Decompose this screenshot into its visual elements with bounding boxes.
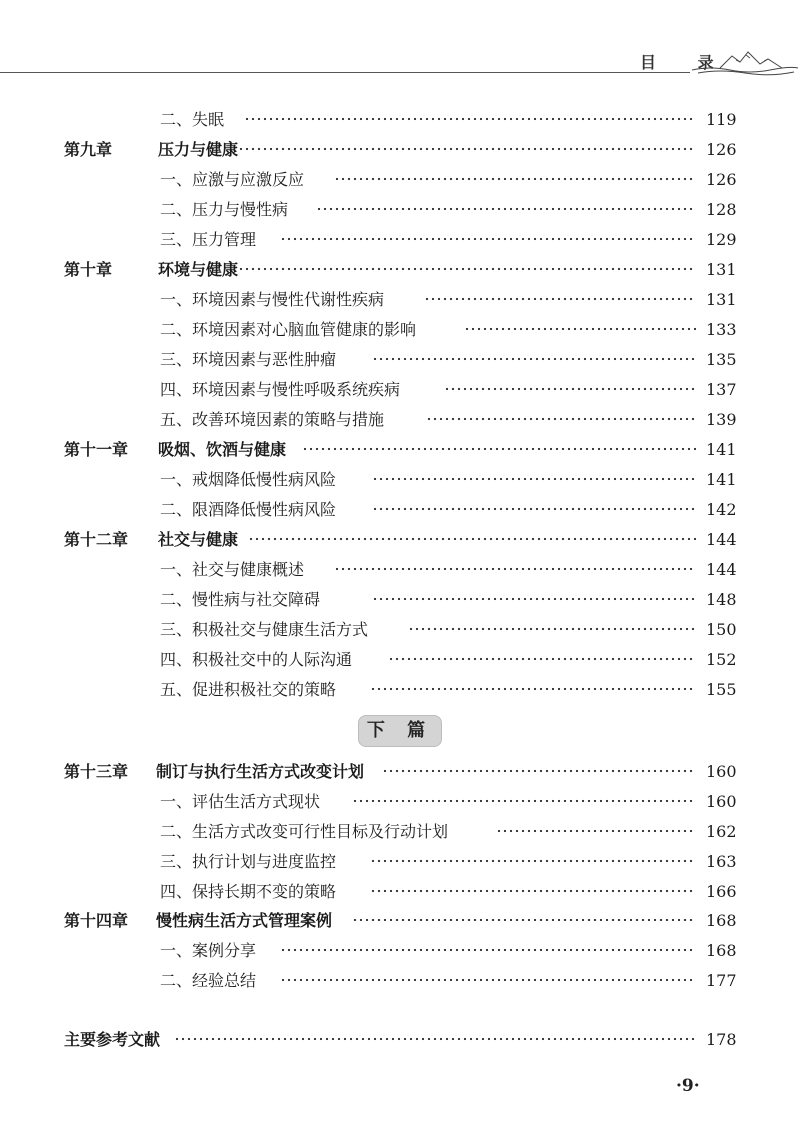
toc-leader-dots xyxy=(238,147,696,151)
toc-entry-label: 一、社交与健康概述 xyxy=(160,560,305,579)
toc-leader-dots xyxy=(238,267,696,271)
toc-chapter-label xyxy=(64,908,332,934)
toc-entry-label: 四、环境因素与慢性呼吸系统疾病 xyxy=(160,380,401,399)
toc-leader-dots xyxy=(408,627,696,631)
toc-leader-dots xyxy=(280,237,696,241)
toc-leader-dots xyxy=(334,177,696,181)
toc-leader-dots xyxy=(370,889,696,893)
toc-entry-page: 144 xyxy=(706,530,737,549)
toc-entry-label: 五、改善环境因素的策略与措施 xyxy=(160,410,385,429)
toc-chapter-title: 压力与健康 xyxy=(158,140,239,159)
toc-leader-dots xyxy=(174,1037,696,1041)
toc-chapter-number: 第十二章 xyxy=(64,530,129,549)
toc-chapter-title: 慢性病生活方式管理案例 xyxy=(156,911,333,930)
toc-leader-dots xyxy=(370,687,696,691)
toc-entry-page: 144 xyxy=(706,560,737,579)
toc-leader-dots xyxy=(372,477,696,481)
toc-leader-dots xyxy=(444,387,696,391)
toc-entry-page: 162 xyxy=(706,822,737,841)
toc-entry-page: 133 xyxy=(706,320,737,339)
toc-entry-label: 二、压力与慢性病 xyxy=(160,200,289,219)
toc-leader-dots xyxy=(372,507,696,511)
toc-entry-label: 二、环境因素对心脑血管健康的影响 xyxy=(160,320,417,339)
toc-entry-label: 一、评估生活方式现状 xyxy=(160,792,321,811)
toc-chapter-number: 第十章 xyxy=(64,260,113,279)
toc-leader-dots xyxy=(352,918,696,922)
toc-entry-label: 一、戒烟降低慢性病风险 xyxy=(160,470,337,489)
toc-entry-page: 177 xyxy=(706,971,737,990)
toc-leader-dots xyxy=(316,207,696,211)
toc-entry-page: 137 xyxy=(706,380,737,399)
toc-entry-page: 128 xyxy=(706,200,737,219)
toc-entry-page: 150 xyxy=(706,620,737,639)
toc-leader-dots xyxy=(382,769,696,773)
toc-leader-dots xyxy=(388,657,696,661)
toc-chapter-title: 环境与健康 xyxy=(158,260,239,279)
toc-entry-page: 152 xyxy=(706,650,737,669)
toc-entry-page: 168 xyxy=(706,911,737,930)
toc-entry-label: 一、环境因素与慢性代谢性疾病 xyxy=(160,290,385,309)
toc-leader-dots xyxy=(334,567,696,571)
toc-chapter-number: 第九章 xyxy=(64,140,113,159)
toc-leader-dots xyxy=(464,327,696,331)
toc-entry-page: 166 xyxy=(706,882,737,901)
toc-chapter-number: 第十一章 xyxy=(64,440,129,459)
toc-entry-page: 139 xyxy=(706,410,737,429)
toc-chapter-label xyxy=(64,137,238,163)
toc-entry-page: 142 xyxy=(706,500,737,519)
toc-entry-page: 129 xyxy=(706,230,737,249)
header-rule xyxy=(0,72,690,73)
toc-entry-page: 168 xyxy=(706,941,737,960)
toc-leader-dots xyxy=(280,948,696,952)
toc-leader-dots xyxy=(302,447,696,451)
toc-chapter-number: 第十三章 xyxy=(64,762,129,781)
toc-entry-label: 一、应激与应激反应 xyxy=(160,170,305,189)
toc-entry-label: 五、促进积极社交的策略 xyxy=(160,680,337,699)
toc-entry-page: 141 xyxy=(706,470,737,489)
toc-entry-page: 126 xyxy=(706,170,737,189)
toc-chapter-title: 社交与健康 xyxy=(158,530,239,549)
toc-entry-page: 155 xyxy=(706,680,737,699)
part-heading: 下 篇 xyxy=(358,715,442,747)
toc-chapter-label xyxy=(64,437,286,463)
toc-leader-dots xyxy=(426,417,696,421)
toc-entry-page: 160 xyxy=(706,762,737,781)
toc-entry-label: 二、生活方式改变可行性目标及行动计划 xyxy=(160,822,449,841)
toc-chapter-label xyxy=(64,257,238,283)
toc-entry-label: 一、案例分享 xyxy=(160,941,257,960)
toc-entry-page: 178 xyxy=(706,1030,737,1049)
toc-entry-page: 163 xyxy=(706,852,737,871)
toc-entry-label: 二、失眠 xyxy=(160,110,225,129)
toc-entry-label: 三、压力管理 xyxy=(160,230,257,249)
toc-entry-label: 四、积极社交中的人际沟通 xyxy=(160,650,353,669)
toc-leader-dots xyxy=(352,799,696,803)
toc-entry-label: 二、慢性病与社交障碍 xyxy=(160,590,321,609)
toc-entry-page: 148 xyxy=(706,590,737,609)
toc-chapter-number: 第十四章 xyxy=(64,911,129,930)
toc-chapter-label xyxy=(64,759,364,785)
toc-entry-page: 135 xyxy=(706,350,737,369)
toc-entry-label: 四、保持长期不变的策略 xyxy=(160,882,337,901)
toc-leader-dots xyxy=(370,859,696,863)
toc-reference-label: 主要参考文献 xyxy=(64,1030,161,1049)
toc-leader-dots xyxy=(372,357,696,361)
toc-entry-label: 二、限酒降低慢性病风险 xyxy=(160,500,337,519)
toc-entry-page: 141 xyxy=(706,440,737,459)
header-title: 目 录 xyxy=(640,53,732,72)
toc-chapter-label xyxy=(64,527,238,553)
toc-entry-page: 131 xyxy=(706,290,737,309)
mountain-wave-ornament-icon xyxy=(690,46,800,76)
toc-chapter-title: 吸烟、饮酒与健康 xyxy=(158,440,287,459)
toc-leader-dots xyxy=(248,537,696,541)
toc-leader-dots xyxy=(424,297,696,301)
toc-chapter-title: 制订与执行生活方式改变计划 xyxy=(156,762,365,781)
toc-entry-page: 131 xyxy=(706,260,737,279)
toc-entry-page: 126 xyxy=(706,140,737,159)
toc-leader-dots xyxy=(244,117,696,121)
toc-entry-label: 三、执行计划与进度监控 xyxy=(160,852,337,871)
toc-entry-page: 160 xyxy=(706,792,737,811)
toc-entry-label: 三、积极社交与健康生活方式 xyxy=(160,620,369,639)
toc-entry-page: 119 xyxy=(706,110,737,129)
toc-entry-label: 三、环境因素与恶性肿瘤 xyxy=(160,350,337,369)
toc-leader-dots xyxy=(372,597,696,601)
toc-leader-dots xyxy=(280,978,696,982)
toc-leader-dots xyxy=(496,829,696,833)
toc-entry-label: 二、经验总结 xyxy=(160,971,257,990)
page-number: ·9· xyxy=(676,1076,700,1096)
